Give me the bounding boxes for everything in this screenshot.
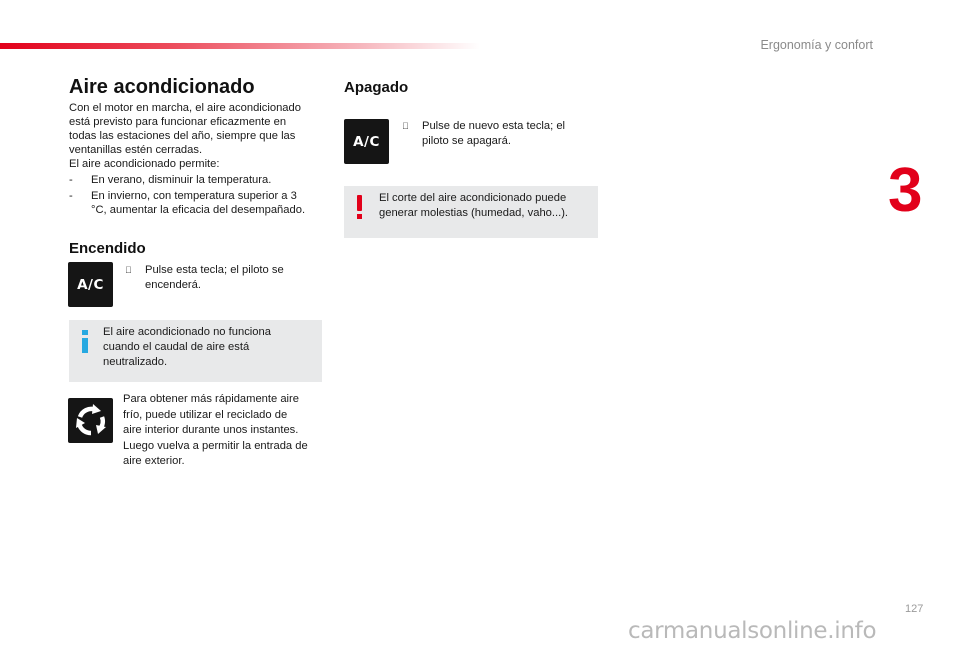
section-title-aire-acondicionado: Aire acondicionado xyxy=(69,76,255,98)
section-title-apagado: Apagado xyxy=(344,79,409,96)
chapter-number: 3 xyxy=(888,156,923,225)
recirculation-key-image xyxy=(68,398,113,443)
check-icon xyxy=(125,263,132,278)
encendido-step: Pulse esta tecla; el piloto se encenderá. xyxy=(125,263,325,295)
info-icon xyxy=(82,330,88,353)
watermark: carmanualsonline.info xyxy=(628,618,877,644)
bullet-summer: - En verano, disminuir la temperatura. xyxy=(69,174,272,186)
warning-note-box: El corte del aire acondicionado puede generar molestias (humedad, vaho...). xyxy=(344,186,598,238)
intro-paragraph: Con el motor en marcha, el aire acondicionado está previsto para funcionar eficazmente en todas las estaciones del año, siempre que las ventanillas estén cerradas. El aire acondicionado permite: xyxy=(69,102,301,170)
section-title-encendido: Encendido xyxy=(69,240,146,257)
recirculation-icon xyxy=(71,401,111,441)
check-icon xyxy=(402,119,409,134)
bullet-winter: - En invierno, con temperatura superior a 3 °C, aumentar la eficacia del desempañado. xyxy=(69,190,306,216)
header-red-bar xyxy=(0,43,480,49)
ac-key-image: A/C xyxy=(68,262,113,307)
apagado-step: Pulse de nuevo esta tecla; el piloto se apagará. xyxy=(402,119,602,151)
warning-icon xyxy=(357,195,363,219)
chapter-title: Ergonomía y confort xyxy=(760,38,873,52)
ac-key-image-off: A/C xyxy=(344,119,389,164)
recirculation-paragraph: Para obtener más rápidamente aire frío, puede utilizar el reciclado de aire interior durante unos instantes. Luego vuelva a permitir la entrada de aire exterior. xyxy=(123,393,308,467)
info-note-box: El aire acondicionado no funciona cuando el caudal de aire está neutralizado. xyxy=(69,320,322,382)
page-number: 127 xyxy=(905,603,924,615)
